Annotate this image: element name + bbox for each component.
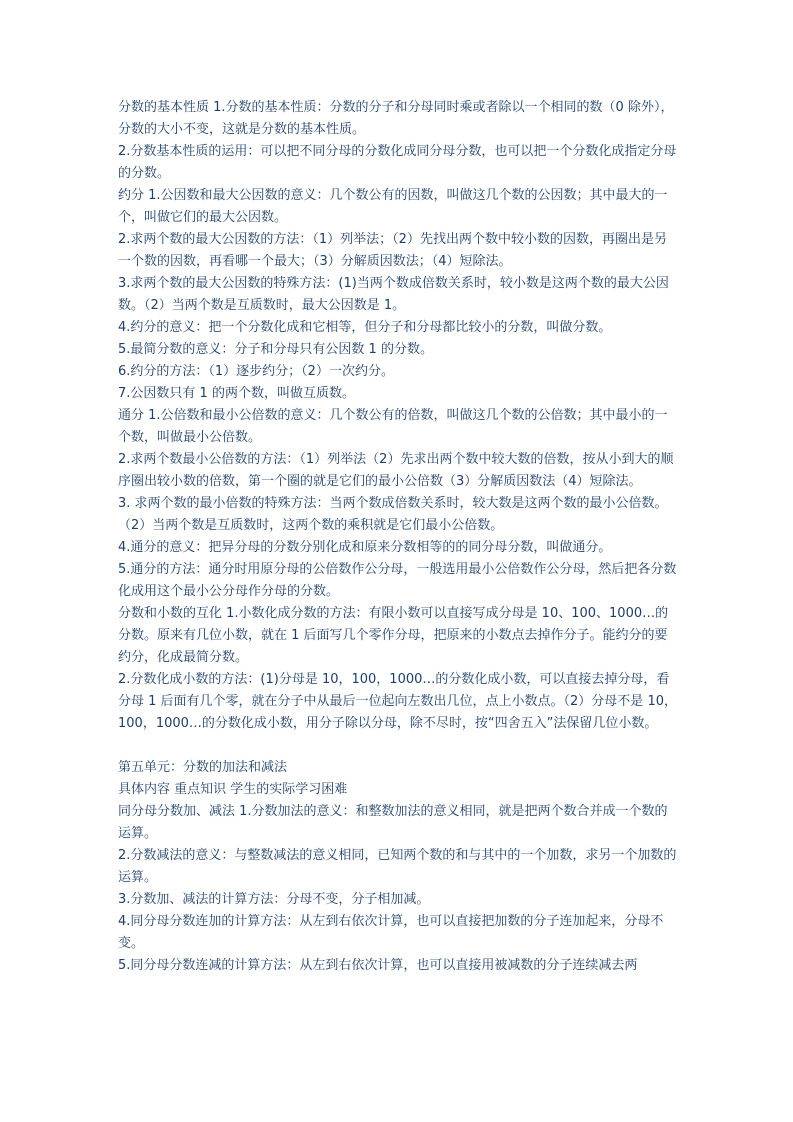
- paragraph-gcf-special: 3.求两个数的最大公因数的特殊方法：(1)当两个数成倍数关系时，较小数是这两个数的最大公因数。（2）当两个数是互质数时，最大公因数是 1。: [118, 276, 669, 313]
- paragraph-fraction-to-decimal: 2.分数化成小数的方法：(1)分母是 10，100，1000…的分数化成小数，可以直接去掉分母，看分母 1 后面有几个零，就在分子中从最后一位起向左数出几位，点上小数点。（2）分母不是 10，100，1000…的分数化成小数，用分子除以分母，除不尽时，按“四舍五入”法保留几位小数。: [118, 672, 677, 731]
- paragraph-continuous-addition: 4.同分母分数连加的计算方法：从左到右依次计算，也可以直接把加数的分子连加起来，分母不变。: [118, 914, 664, 951]
- paragraph-addition-meaning: 同分母分数加、减法 1.分数加法的意义：和整数加法的意义相同，就是把两个数合并成一个数的运算。: [118, 804, 668, 841]
- paragraph-common-factor: 约分 1.公因数和最大公因数的意义：几个数公有的因数，叫做这几个数的公因数；其中最大的一个，叫做它们的最大公因数。: [118, 188, 668, 225]
- paragraph-lcm-special: 3. 求两个数的最小倍数的特殊方法：当两个数成倍数关系时，较大数是这两个数的最小公倍数。（2）当两个数是互质数时，这两个数的乘积就是它们最小公倍数。: [118, 496, 668, 533]
- paragraph-reduction-method: 6.约分的方法：（1）逐步约分；（2）一次约分。: [118, 364, 394, 379]
- paragraph-continuous-subtraction: 5.同分母分数连减的计算方法：从左到右依次计算，也可以直接用被减数的分子连续减去两: [118, 958, 638, 973]
- paragraph-coprime: 7.公因数只有 1 的两个数，叫做互质数。: [118, 386, 355, 401]
- paragraph-common-denominator-meaning: 4.通分的意义：把异分母的分数分别化成和原来分数相等的的同分母分数，叫做通分。: [118, 540, 612, 555]
- paragraph-subtraction-meaning: 2.分数减法的意义：与整数减法的意义相同，已知两个数的和与其中的一个加数，求另一个加数的运算。: [118, 848, 677, 885]
- paragraph-add-subtract-method: 3.分数加、减法的计算方法：分母不变，分子相加减。: [118, 892, 430, 907]
- paragraph-common-multiple: 通分 1.公倍数和最小公倍数的意义：几个数公有的倍数，叫做这几个数的公倍数；其中最小的一个数，叫做最小公倍数。: [118, 408, 668, 445]
- document-body: [118, 97, 678, 977]
- blank-line: [118, 735, 678, 757]
- table-header-line: 具体内容 重点知识 学生的实际学习困难: [118, 782, 348, 797]
- paragraph-gcf-methods: 2.求两个数的最大公因数的方法：（1）列举法；（2）先找出两个数中较小数的因数，再圈出是另一个数的因数，再看哪一个最大；（3）分解质因数法；（4）短除法。: [118, 232, 667, 269]
- paragraph-basic-property: 分数的基本性质 1.分数的基本性质：分数的分子和分母同时乘或者除以一个相同的数（0 除外），分数的大小不变，这就是分数的基本性质。: [118, 100, 674, 137]
- paragraph-decimal-to-fraction: 分数和小数的互化 1.小数化成分数的方法：有限小数可以直接写成分母是 10、100、1000…的分数。原来有几位小数，就在 1 后面写几个零作分母，把原来的小数点去掉作分子。能约分的要约分，化成最简分数。: [118, 606, 669, 665]
- paragraph-common-denominator-method: 5.通分的方法：通分时用原分母的公倍数作公分母，一般选用最小公倍数作公分母，然后把各分数化成用这个最小公分母作分母的分数。: [118, 562, 677, 599]
- paragraph-property-application: 2.分数基本性质的运用：可以把不同分母的分数化成同分母分数，也可以把一个分数化成指定分母的分数。: [118, 144, 677, 181]
- paragraph-reduction-meaning: 4.约分的意义：把一个分数化成和它相等，但分子和分母都比较小的分数，叫做分数。: [118, 320, 612, 335]
- paragraph-simplest-fraction: 5.最简分数的意义：分子和分母只有公因数 1 的分数。: [118, 342, 433, 357]
- unit-five-heading: 第五单元：分数的加法和减法: [118, 760, 288, 775]
- paragraph-lcm-methods: 2.求两个数最小公倍数的方法：（1）列举法（2）先求出两个数中较大数的倍数，按从小到大的顺序圈出较小数的倍数，第一个圈的就是它们的最小公倍数（3）分解质因数法（4）短除法。: [118, 452, 674, 489]
